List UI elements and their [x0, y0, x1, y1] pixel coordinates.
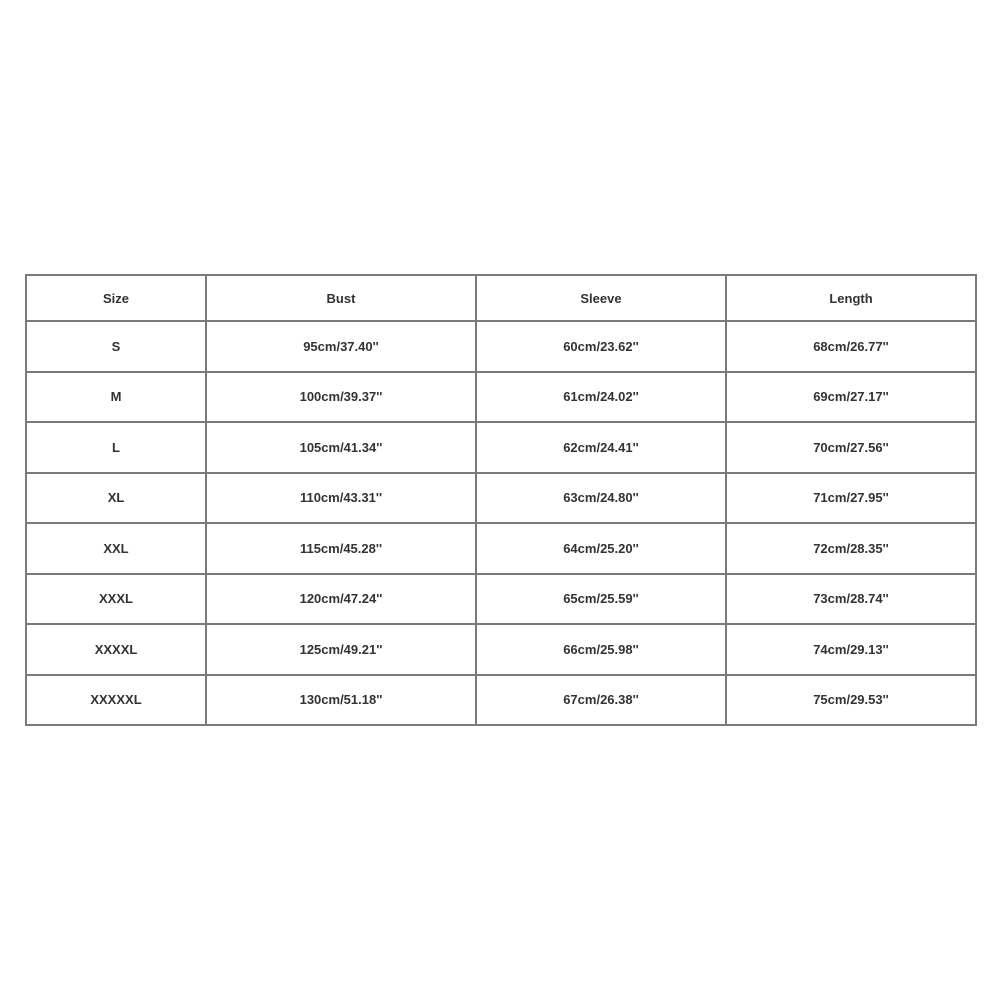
cell-bust: 120cm/47.24'' [206, 574, 476, 625]
cell-length: 70cm/27.56'' [726, 422, 976, 473]
cell-size: XXL [26, 523, 206, 574]
cell-sleeve: 65cm/25.59'' [476, 574, 726, 625]
cell-bust: 100cm/39.37'' [206, 372, 476, 423]
cell-sleeve: 63cm/24.80'' [476, 473, 726, 524]
table-row [26, 422, 976, 473]
size-chart-table [25, 274, 977, 726]
cell-sleeve: 61cm/24.02'' [476, 372, 726, 423]
table-row [26, 523, 976, 574]
cell-length: 72cm/28.35'' [726, 523, 976, 574]
table-body [26, 321, 976, 725]
cell-length: 73cm/28.74'' [726, 574, 976, 625]
table-header [26, 275, 976, 321]
header-size: Size [26, 275, 206, 321]
cell-length: 68cm/26.77'' [726, 321, 976, 372]
cell-length: 69cm/27.17'' [726, 372, 976, 423]
cell-length: 71cm/27.95'' [726, 473, 976, 524]
cell-bust: 105cm/41.34'' [206, 422, 476, 473]
cell-sleeve: 62cm/24.41'' [476, 422, 726, 473]
cell-sleeve: 66cm/25.98'' [476, 624, 726, 675]
cell-size: XXXXXL [26, 675, 206, 726]
cell-sleeve: 67cm/26.38'' [476, 675, 726, 726]
cell-size: S [26, 321, 206, 372]
cell-sleeve: 64cm/25.20'' [476, 523, 726, 574]
cell-size: M [26, 372, 206, 423]
header-length: Length [726, 275, 976, 321]
cell-size: L [26, 422, 206, 473]
cell-bust: 110cm/43.31'' [206, 473, 476, 524]
cell-bust: 95cm/37.40'' [206, 321, 476, 372]
cell-bust: 130cm/51.18'' [206, 675, 476, 726]
cell-size: XL [26, 473, 206, 524]
table-row [26, 574, 976, 625]
table-row [26, 321, 976, 372]
table-row [26, 624, 976, 675]
table-row [26, 473, 976, 524]
cell-length: 74cm/29.13'' [726, 624, 976, 675]
cell-length: 75cm/29.53'' [726, 675, 976, 726]
cell-size: XXXXL [26, 624, 206, 675]
cell-sleeve: 60cm/23.62'' [476, 321, 726, 372]
table-row [26, 675, 976, 726]
cell-bust: 115cm/45.28'' [206, 523, 476, 574]
table-row [26, 372, 976, 423]
header-bust: Bust [206, 275, 476, 321]
cell-bust: 125cm/49.21'' [206, 624, 476, 675]
header-sleeve: Sleeve [476, 275, 726, 321]
cell-size: XXXL [26, 574, 206, 625]
header-row [26, 275, 976, 321]
